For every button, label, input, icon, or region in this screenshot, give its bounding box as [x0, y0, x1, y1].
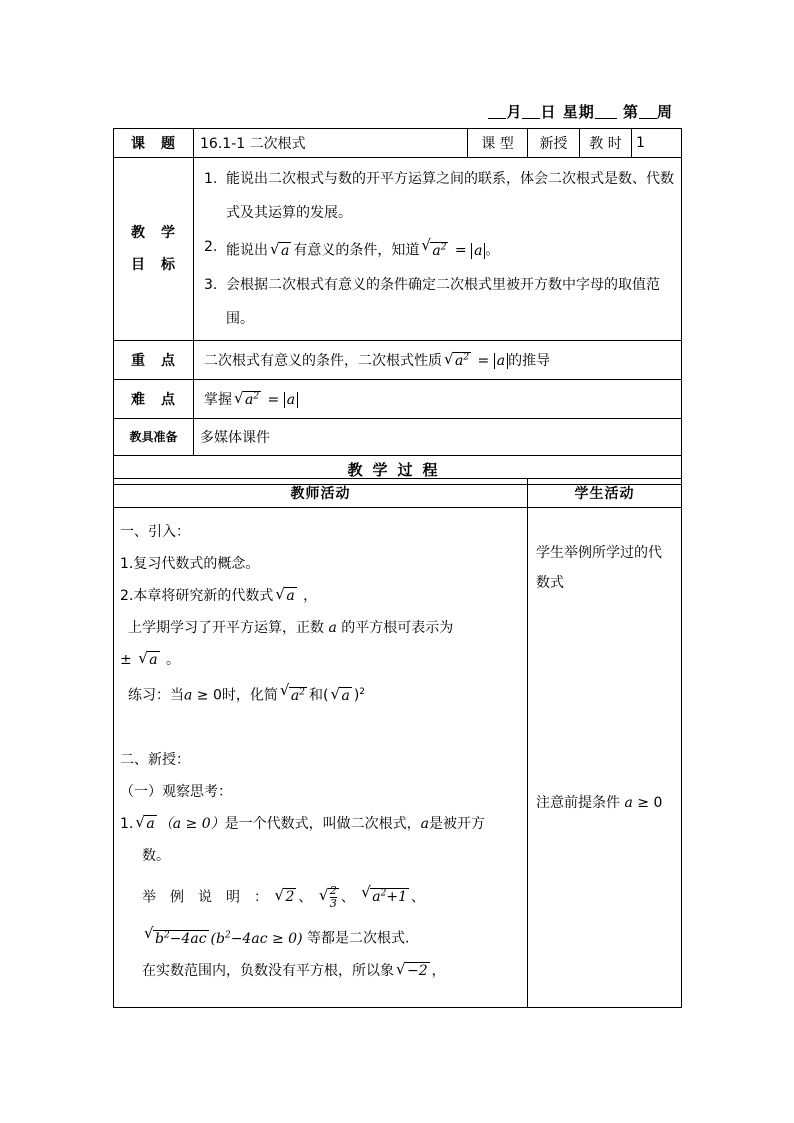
topic-value-cell: 16.1-1 二次根式 [194, 129, 468, 158]
topic-label-cell: 课 题 [114, 129, 194, 158]
goal-3: 3. 会根据二次根式有意义的条件确定二次根式里被开方数中字母的取值范围。 [204, 276, 660, 327]
month-label: 月 [506, 103, 523, 121]
sqrt-a-squared-2: √ $a^2$ [234, 389, 260, 408]
goal-1: 1. 能说出二次根式与数的开平方运算之间的联系，体会二次根式是数、代数式及其运算的发展。 [204, 171, 674, 221]
day-label: 日 [540, 103, 557, 121]
week-suffix: 周 [656, 103, 673, 121]
key-label: 重 点 [114, 340, 194, 379]
intro-item-3b: ± √ a 。 [120, 649, 180, 668]
tools-value: 多媒体课件 [194, 418, 682, 455]
key-cell: 二次根式有意义的条件，二次根式性质 √ $a^2 = a$ 的推导 [194, 340, 682, 379]
student-activities [528, 508, 682, 1008]
difficulty-label: 难 点 [114, 379, 194, 418]
tools-label: 教具准备 [114, 418, 194, 455]
practice: 练习：当a ≥ 0时，化简 √ $a^2$ 和( √ a )$^2$ [128, 681, 366, 704]
goals-label-line2: 目 标 [131, 256, 176, 273]
goals-label-line1: 教 学 [131, 224, 176, 241]
intro-item-1: 1.复习代数式的概念。 [120, 556, 260, 572]
intro-item-2: 2.本章将研究新的代数式 √ a ， [120, 585, 318, 604]
student-header: 学生活动 [528, 479, 682, 508]
process-title: 教学过程 [114, 455, 682, 484]
examples-cont: √ $b^2-4ac$ $(b^2-4ac \ge 0)$ 等都是二次根式. [144, 924, 410, 947]
sqrt-a-squared: √ $a^2$ [421, 236, 447, 259]
type-value-cell: 新授 [528, 129, 580, 158]
lesson-plan [113, 128, 682, 485]
student-note-1: 学生举例所学过的代数式 [536, 545, 662, 591]
goals-label [114, 158, 194, 341]
observe-heading: （一）观察思考： [120, 783, 232, 800]
teacher-activities [114, 508, 528, 1008]
goals-cell [194, 158, 682, 341]
difficulty-cell: 掌握 √ $a^2 = a$ [194, 379, 682, 418]
type-label-cell: 课 型 [468, 129, 528, 158]
student-note-2: 注意前提条件 a ≥ 0 [536, 795, 663, 811]
week-prefix: 第 [622, 103, 639, 121]
sqrt-a-squared-icon: √ $a^2$ [444, 350, 470, 369]
new-lesson-heading: 二、新授： [120, 751, 190, 768]
weekday-label: 星期 [562, 103, 595, 121]
date-line [488, 101, 673, 122]
intro-heading: 一、引入： [120, 524, 190, 540]
process-table [113, 478, 682, 1008]
goal-2: 2. 能说出 √ a 有意义的条件，知道 √ $a^2 = a$ 。 [204, 230, 675, 268]
definition-cont: 数。 [142, 847, 170, 864]
negative-note: 在实数范围内，负数没有平方根，所以象 √ −2 ， [142, 959, 446, 979]
sqrt-a: √ a [270, 239, 290, 259]
hours-label-cell: 教 时 [580, 129, 632, 158]
examples: 举 例 说 明 ： √ 2 、 √ $\frac{2}{3}$ 、 √ $a^2+1$ 、 [142, 882, 426, 910]
intro-item-3: 上学期学习了开平方运算，正数 a 的平方根可表示为 [128, 620, 454, 636]
teacher-header: 教师活动 [114, 479, 528, 508]
hours-value-cell: 1 [632, 129, 682, 158]
definition: 1. √ a （a ≥ 0）是一个代数式，叫做二次根式，a是被开方 [120, 812, 485, 832]
